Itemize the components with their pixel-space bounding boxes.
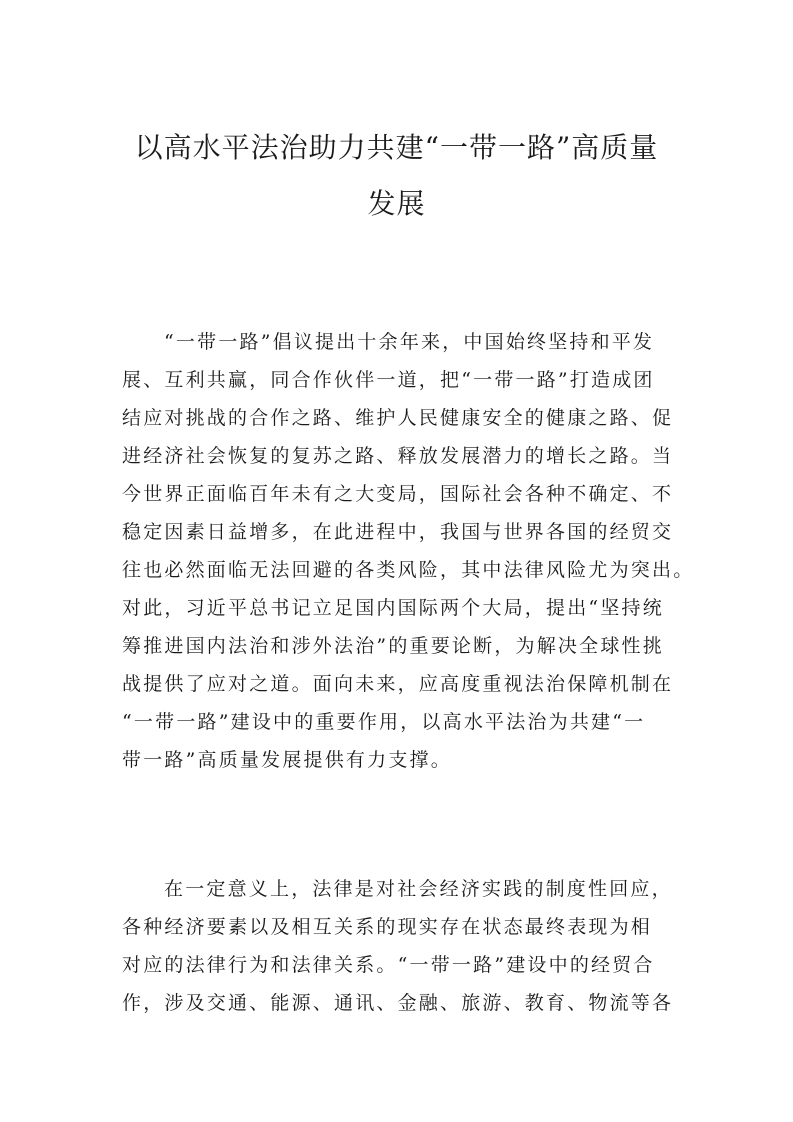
paragraph-line: “一带一路”建设中的重要作用，以高水平法治为共建“一 <box>122 711 646 733</box>
paragraph-line: 各种经济要素以及相互关系的现实存在状态最终表现为相 <box>122 916 653 938</box>
title-line: 以高水平法治助力共建“一带一路”高质量 <box>134 131 659 164</box>
body-paragraph <box>122 323 695 779</box>
paragraph-line: 带一路”高质量发展提供有力支撑。 <box>122 749 452 771</box>
title-line: 发展 <box>367 187 426 220</box>
paragraph-line: 作，涉及交通、能源、通讯、金融、旅游、教育、物流等各 <box>122 992 674 1014</box>
paragraph-line: 展、互利共赢，同合作伙伴一道，把“一带一路”打造成团 <box>122 369 655 391</box>
paragraph-line: 今世界正面临百年未有之大变局，国际社会各种不确定、不 <box>122 483 674 505</box>
paragraph-line: 往也必然面临无法回避的各类风险，其中法律风险尤为突出。 <box>122 559 695 581</box>
paragraph-line: “一带一路”倡议提出十余年来，中国始终坚持和平发 <box>164 331 655 353</box>
body-paragraph <box>122 870 682 1022</box>
paragraph-line: 筹推进国内法治和涉外法治”的重要论断，为解决全球性挑 <box>122 635 664 657</box>
paragraph-line: 在一定意义上，法律是对社会经济实践的制度性回应， <box>164 878 673 900</box>
paragraph-line: 稳定因素日益增多，在此进程中，我国与世界各国的经贸交 <box>122 521 674 543</box>
document-title <box>110 120 683 232</box>
paragraph-line: 进经济社会恢复的复苏之路、释放发展潜力的增长之路。当 <box>122 445 674 467</box>
paragraph-line: 结应对挑战的合作之路、维护人民健康安全的健康之路、促 <box>122 407 674 429</box>
paragraph-line: 对应的法律行为和法律关系。“一带一路”建设中的经贸合 <box>122 954 655 976</box>
paragraph-line: 对此，习近平总书记立足国内国际两个大局，提出“坚持统 <box>122 597 664 619</box>
paragraph-line: 战提供了应对之道。面向未来，应高度重视法治保障机制在 <box>122 673 674 695</box>
